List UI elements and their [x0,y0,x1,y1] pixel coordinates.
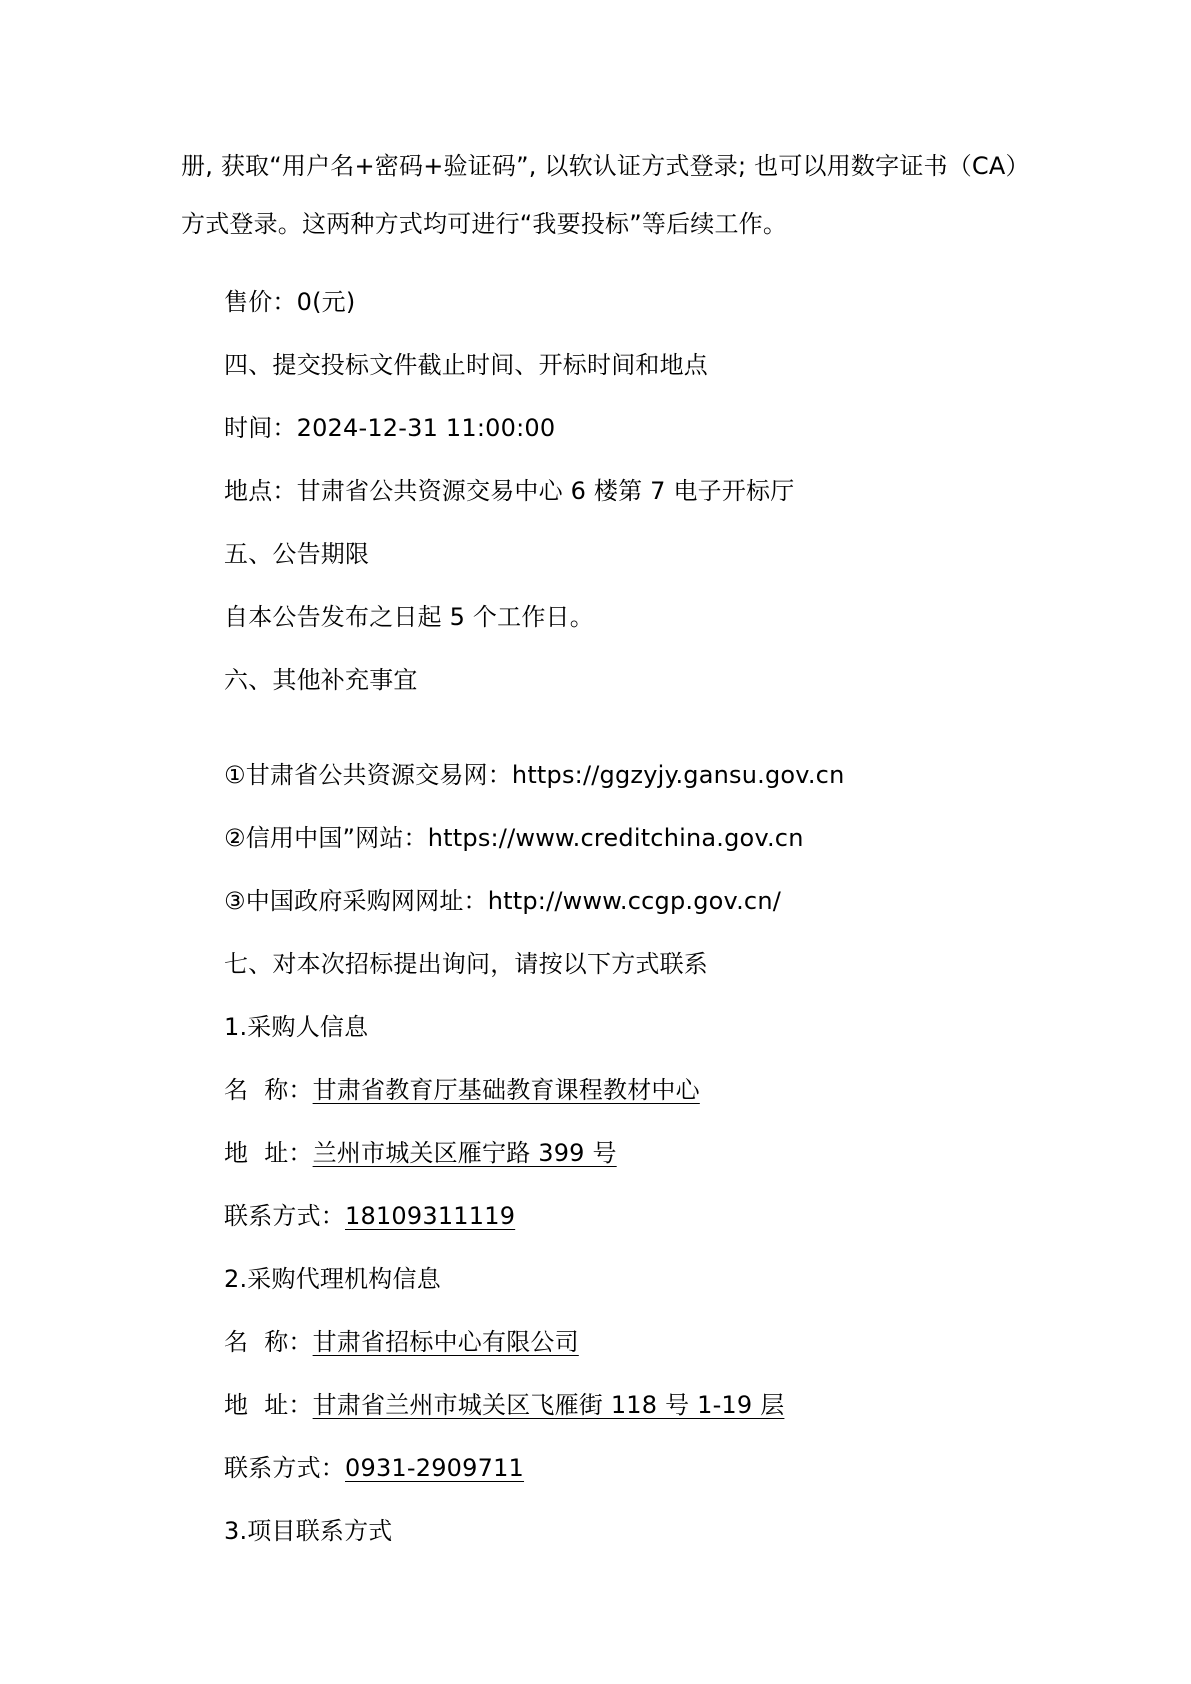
address-label-char-1: 地 [224,1139,249,1167]
section-7-heading: 七、对本次招标提出询问，请按以下方式联系 [224,950,708,978]
section-4-heading: 四、提交投标文件截止时间、开标时间和地点 [224,351,708,379]
contact-label: 联系方式： [224,1202,345,1230]
purchaser-address-row [224,1137,617,1169]
purchaser-contact-value: 18109311119 [345,1202,516,1230]
agency-address-value: 甘肃省兰州市城关区飞雁街 118 号 1-19 层 [312,1391,785,1419]
name-label-char-1: 名 [224,1328,249,1356]
purchaser-contact-row [224,1200,515,1232]
address-label-char-2: 址： [264,1139,313,1167]
section-6-heading: 六、其他补充事宜 [224,666,418,694]
agency-contact-value: 0931-2909711 [345,1454,525,1482]
address-label-char-2: 址： [264,1391,313,1419]
credit-china-website: ②信用中国”网站：https://www.creditchina.gov.cn [224,824,804,852]
project-contact-heading: 3.项目联系方式 [224,1517,393,1545]
login-instructions-line-1: 册, 获取“用户名+密码+验证码”, 以软认证方式登录; 也可以用数字证书（CA） [181,152,1030,180]
address-label-char-1: 地 [224,1391,249,1419]
purchaser-heading: 1.采购人信息 [224,1013,369,1041]
agency-heading: 2.采购代理机构信息 [224,1265,441,1293]
deadline-time-text: 时间：2024-12-31 11:00:00 [224,414,556,442]
price-text: 售价：0(元) [224,288,356,316]
ccgp-website: ③中国政府采购网网址：http://www.ccgp.gov.cn/ [224,887,782,915]
name-label-char-1: 名 [224,1076,249,1104]
section-5-heading: 五、公告期限 [224,540,370,568]
agency-address-row [224,1389,784,1421]
contact-label: 联系方式： [224,1454,345,1482]
agency-name-row [224,1326,579,1358]
gansu-trading-website: ①甘肃省公共资源交易网：https://ggzyjy.gansu.gov.cn [224,761,845,789]
agency-name-value: 甘肃省招标中心有限公司 [312,1328,579,1356]
name-label-char-2: 称： [264,1076,313,1104]
name-label-char-2: 称： [264,1328,313,1356]
agency-contact-row [224,1452,524,1484]
purchaser-address-value: 兰州市城关区雁宁路 399 号 [312,1139,617,1167]
purchaser-name-value: 甘肃省教育厅基础教育课程教材中心 [312,1076,700,1104]
purchaser-name-row [224,1074,700,1106]
login-instructions-line-2: 方式登录。这两种方式均可进行“我要投标”等后续工作。 [181,210,788,238]
notice-period-text: 自本公告发布之日起 5 个工作日。 [224,603,594,631]
location-text: 地点：甘肃省公共资源交易中心 6 楼第 7 电子开标厅 [224,477,795,505]
